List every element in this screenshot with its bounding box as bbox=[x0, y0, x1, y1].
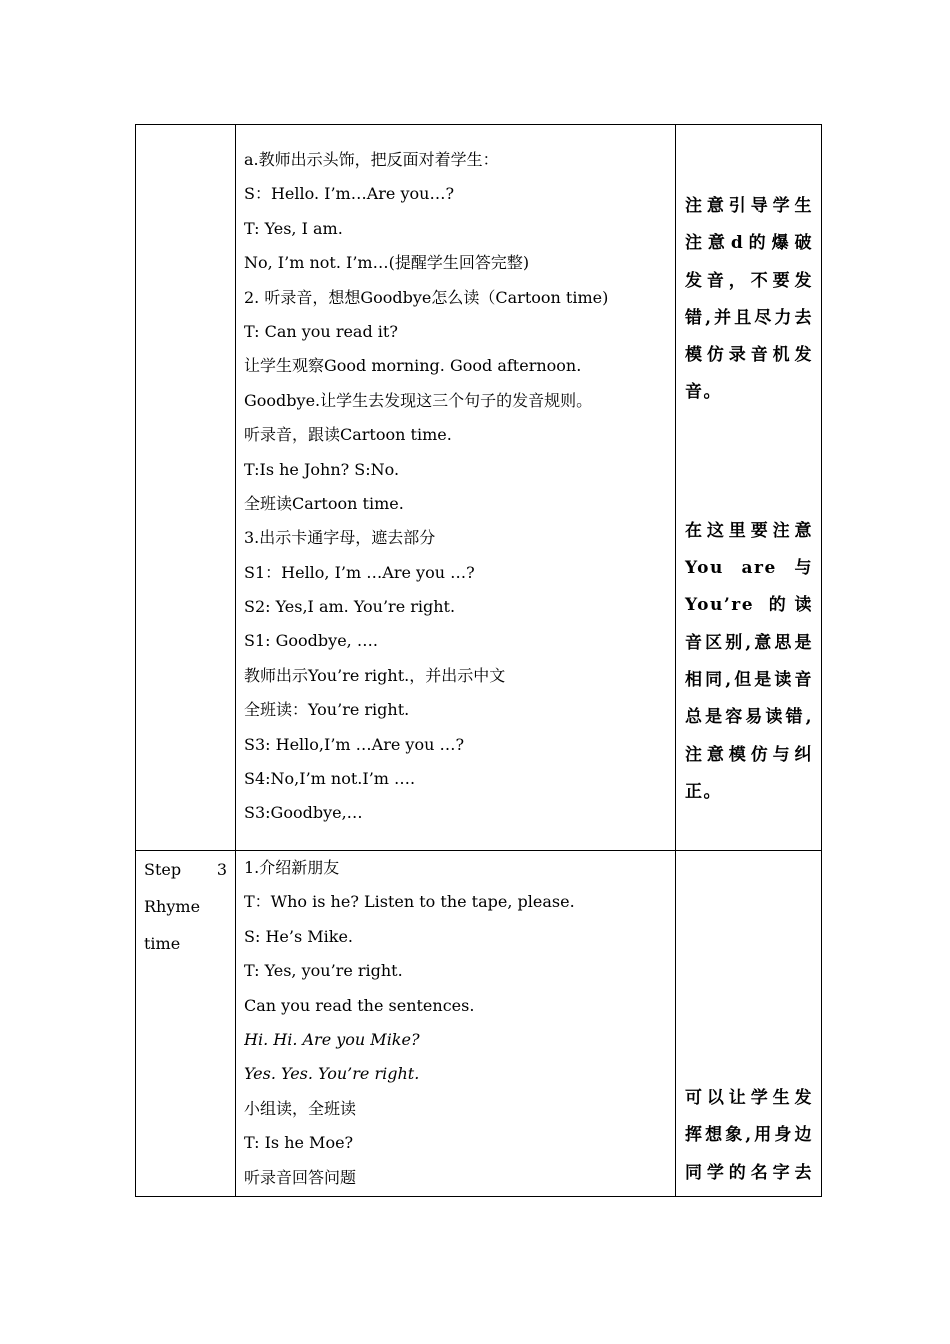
note-line: 注意d的爆破 bbox=[685, 233, 813, 254]
procedure-line: T：Who is he? Listen to the tape, please. bbox=[244, 892, 575, 912]
procedure-line: T:Is he John? S:No. bbox=[244, 459, 400, 479]
note-line: You’re 的读 bbox=[685, 595, 813, 616]
note-line: 音。 bbox=[685, 382, 722, 403]
note-line: 相同,但是读音 bbox=[685, 669, 813, 690]
note-line: 音区别,意思是 bbox=[685, 632, 813, 653]
procedure-line: 全班读Cartoon time. bbox=[244, 493, 404, 513]
step-title: Step 3 bbox=[144, 860, 227, 879]
procedure-line: S: He’s Mike. bbox=[244, 926, 353, 946]
table-row bbox=[136, 125, 822, 851]
procedure-line: S1：Hello, I’m …Are you …? bbox=[244, 562, 475, 582]
procedure-line: S4:No,I’m not.I’m …. bbox=[244, 769, 416, 789]
procedure-line: T: Yes, you’re right. bbox=[244, 961, 403, 981]
notes-cell bbox=[676, 125, 822, 851]
procedure-cell bbox=[236, 851, 676, 1197]
procedure-line: S1: Goodbye, …. bbox=[244, 631, 378, 651]
lesson-plan-table bbox=[135, 124, 822, 1197]
note-line: 在这里要注意 bbox=[685, 520, 813, 541]
procedure-line: No, I’m not. I’m…(提醒学生回答完整) bbox=[244, 253, 530, 273]
procedure-line: 2. 听录音，想想Goodbye怎么读（Cartoon time) bbox=[244, 287, 609, 307]
procedure-line: S3: Hello,I’m …Are you …? bbox=[244, 734, 465, 754]
procedure-line: 听录音，跟读Cartoon time. bbox=[244, 425, 452, 445]
procedure-line: T: Yes, I am. bbox=[244, 218, 343, 238]
notes-cell bbox=[676, 851, 822, 1197]
note-line: 可以让学生发 bbox=[685, 1088, 813, 1108]
procedure-line: Hi. Hi. Are you Mike? bbox=[244, 1029, 420, 1049]
procedure-line: 1.介绍新朋友 bbox=[244, 858, 340, 877]
step-cell bbox=[136, 851, 236, 1197]
procedure-line: 听录音回答问题 bbox=[244, 1167, 357, 1187]
note-line: 模仿录音机发 bbox=[685, 345, 813, 366]
note-line: 正。 bbox=[685, 781, 722, 802]
procedure-line: 让学生观察Good morning. Good afternoon. bbox=[244, 356, 582, 376]
note-line: 错,并且尽力去 bbox=[685, 307, 813, 328]
procedure-line: S3:Goodbye,… bbox=[244, 803, 363, 823]
step-name: Rhyme bbox=[144, 897, 201, 916]
procedure-line: S2: Yes,I am. You’re right. bbox=[244, 597, 456, 617]
note-line: 总是容易读错, bbox=[685, 707, 813, 728]
procedure-line: 教师出示You’re right.，并出示中文 bbox=[244, 665, 506, 685]
procedure-line: 全班读：You’re right. bbox=[244, 700, 410, 720]
note-line: 注意模仿与纠 bbox=[685, 744, 813, 765]
note-line: 挥想象,用身边 bbox=[685, 1125, 813, 1146]
step-cell-empty bbox=[136, 125, 236, 851]
procedure-line: a.教师出示头饰，把反面对着学生： bbox=[244, 150, 499, 169]
procedure-line: S：Hello. I’m…Are you…? bbox=[244, 184, 455, 204]
procedure-line: Can you read the sentences. bbox=[244, 995, 475, 1015]
note-line: 发音，不要发 bbox=[685, 270, 813, 291]
table-row bbox=[136, 851, 822, 1197]
procedure-line: 3.出示卡通字母，遮去部分 bbox=[244, 528, 436, 548]
procedure-cell bbox=[236, 125, 676, 851]
procedure-line: Goodbye.让学生去发现这三个句子的发音规则。 bbox=[244, 390, 593, 410]
note-line: 同学的名字去 bbox=[685, 1162, 813, 1183]
procedure-line: 小组读，全班读 bbox=[244, 1098, 357, 1118]
note-line: You are 与 bbox=[685, 558, 813, 579]
note-line: 注意引导学生 bbox=[685, 196, 813, 216]
step-name: time bbox=[144, 934, 181, 953]
procedure-line: T: Can you read it? bbox=[244, 321, 398, 341]
procedure-line: Yes. Yes. You’re right. bbox=[244, 1064, 420, 1084]
procedure-line: T: Is he Moe? bbox=[244, 1133, 354, 1153]
